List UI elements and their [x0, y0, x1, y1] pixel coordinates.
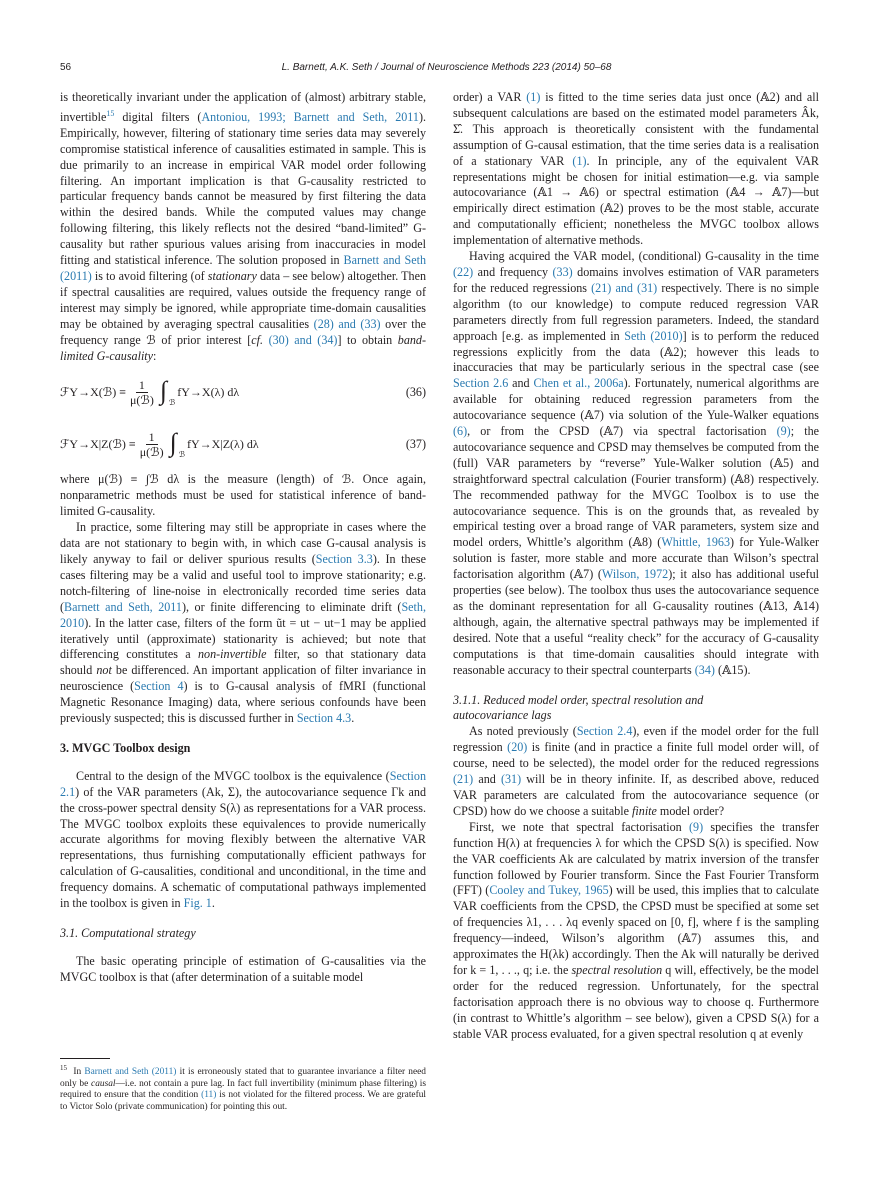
citation-link[interactable]: Seth (2010) [624, 328, 683, 343]
paragraph-strategy: The basic operating principle of estimation of G-causalities via the MVGC toolbox is that (after determination of a suitable model [60, 953, 426, 984]
paragraph-filtering: is theoretically invariant under the application of (almost) arbitrary stable, invertible$^{15}$ digital filters (Antoniou, 1993; Barnett and Seth, 2011). Empirically, however, filtering of stationary time series data may severely compromise statistical inference of causalities estimated in sample. This is due primarily to an increase in empirical VAR model order following filtering. An important implication is that G-causality restricted to particular frequency bands cannot be measured by first filtering the data within the desired bands. While the computed values may change following filtering, this likely reflects not the desired “band-limited” G-causality but rather spurious values arising from inaccuracies in model fitting and statistical inference. The solution proposed in Barnett and Seth (2011) is to avoid filtering (of stationary data – see below) altogether. Then if spectral causalities are required, values outside the frequency range of interest may simply be ignored, while appropriate time-domain causalities may be obtained by averaging spectral causalities (28) and (33) over the frequency range ℬ of prior interest [cf. (30) and (34)] to obtain band-limited G-causality: [60, 90, 427, 363]
equation-link[interactable]: (31) [500, 772, 522, 787]
equation-link[interactable]: (9) [689, 819, 704, 834]
equation-link[interactable]: (33) [552, 264, 573, 279]
citation-link[interactable]: Whittle, 1963 [661, 535, 731, 550]
equation-36: ℱY→X(ℬ) ≡ $\frac{1}{\text{μ(ℬ)}}$ ∫ ℬ fY→X(λ) dλ (36) [60, 376, 426, 408]
citation-link[interactable]: Barnett and Seth (2011) [60, 253, 426, 283]
paragraph-model-order: As noted previously (Section 2.4), even if the model order for the full regression (20) is finite (and in practice a finite full model order will, of course, need to be selected), the model order for the reduced regressions (21) and (31) will be in theory infinite. If, as described above, reduced VAR parameters are calculated from the autocovariance sequence (or CPSD) how do we choose a suitable finite model order? [453, 724, 819, 818]
right-column [453, 90, 819, 1042]
subsubsection-heading: 3.1.1. Reduced model order, spectral resolution and autocovariance lags [453, 692, 704, 723]
section-link[interactable]: Section 4.3 [296, 711, 352, 726]
section-link[interactable]: Section 2.4 [576, 724, 633, 739]
citation-link[interactable]: Wilson, 1972 [601, 567, 669, 582]
footnote-divider [60, 1058, 110, 1059]
equation-link[interactable]: (1) [526, 90, 541, 104]
section-link[interactable]: Section 3.3 [315, 551, 373, 566]
equation-link[interactable]: (30) and (34) [263, 332, 338, 347]
citation-link[interactable]: Barnett and Seth, 2011 [64, 599, 182, 614]
equation-link[interactable]: (9) [776, 424, 791, 439]
subsection-heading: 3.1. Computational strategy [60, 926, 196, 940]
footnote: $^{15}$ In Barnett and Seth (2011) it is erroneously stated that to guarantee invariance a filter need only be causal—i.e. not contain a pure lag. In fact full invertibility (minimum phase filtering) is required to ensure that the condition (11) is not violated for the filtered process. We are grateful to Victor Solo (private communication) for pointing this out. [60, 1064, 427, 1112]
equation-link[interactable]: (22) [453, 264, 474, 279]
left-column [60, 90, 426, 986]
citation-link[interactable]: Chen et al., 2006a [533, 376, 624, 391]
citation-link[interactable]: Barnett and Seth (2011) [84, 1067, 177, 1078]
paragraph-practice: In practice, some filtering may still be appropriate in cases where the data are not stationary to begin with, in which case G-causal analysis is likely anyway to fail or deliver spurious results (Section 3.3). In these cases filtering may be a valid and useful tool to improve stationarity; e.g. notch-filtering of line-noise in electronically recorded time series data (Barnett and Seth, 2011), or finite differencing to eliminate drift (Seth, 2010). In the latter case, filters of the form ũt = ut − ut−1 may be applied iteratively until (approximate) stationarity is achieved; but note that differencing constitutes a non-invertible filter, so that stationary data should not be differenced. An important application of filter invariance in neuroscience (Section 4) is to G-causal analysis of fMRI (functional Magnetic Resonance Imaging) data, where serious confounds have been previously suspected; this is discussed further in Section 4.3. [60, 520, 427, 726]
equation-link[interactable]: (20) [507, 740, 528, 755]
equation-37: ℱY→X|Z(ℬ) ≡ $\frac{1}{\text{μ(ℬ)}}$ ∫ ℬ fY→X|Z(λ) dλ (37) [60, 428, 426, 460]
paragraph-spectral-resolution: First, we note that spectral factorisation (9) specifies the transfer function H(λ) at frequencies λ for which the CPSD S(λ) is specified. Now the VAR coefficients Ak are calculated by matrix inversion of the transfer function followed by Fourier transform. Since the Fast Fourier Transform (FFT) (Cooley and Tukey, 1965) will be used, this implies that to calculate VAR coefficients from the CPSD, the CPSD must be specified at some set of frequencies λ1, . . . λq evenly spaced on [0, f], where f is the sampling frequency—indeed, Wilson’s algorithm (𝔸7) assumes this, and approximates the H(λk) accordingly. Then the Ak will naturally be derived for k = 1, . . ., q; i.e. the spectral resolution q will, effectively, be the model order for the reduced regression. Unfortunately, for the spectral factorisation approach there is no obvious way to choose q. Furthermore (in contrast to Whittle’s algorithm – see below), given a CPSD S(λ) for a stable VAR process evaluated, for a given spectral resolution q at evenly [453, 819, 819, 1041]
paragraph-measure: where μ(ℬ) ≡ ∫ℬ dλ is the measure (length) of ℬ. Once again, nonparametric methods must be used for statistical inference of band-limited G-causality. [60, 472, 426, 519]
equation-link[interactable]: (21) [453, 772, 474, 787]
citation-link[interactable]: Seth, 2010 [60, 599, 426, 630]
footnote-marker[interactable]: 15 [106, 108, 115, 118]
section-link[interactable]: Section 2.6 [453, 376, 509, 391]
figure-link[interactable]: Fig. 1 [183, 896, 212, 911]
equation-link[interactable]: (34) [694, 662, 715, 677]
equation-link[interactable]: (28) and (33) [313, 316, 381, 331]
equation-link[interactable]: (1) [572, 153, 587, 168]
paragraph-var-fit: order) a VAR (1) is fitted to the time series data just once (𝔸2) and all subsequent calculations are based on the estimated model parameters Âk, Σ̂. This approach is theoretically consistent with the fundamental assumption of G-causal estimation, that the time series data is a realisation of a stationary VAR (1). In principle, any of the equivalent VAR representations might be chosen for initial estimation—e.g. via sample autocovariance (𝔸1 → 𝔸6) or spectral estimation (𝔸4 → 𝔸7)—but empirically direct estimation (𝔸2) proves to be the most stable, accurate and computationally efficient; nonetheless the MVGC toolbox allows implementation of alternative methods. [453, 90, 819, 248]
equation-number: (37) [405, 437, 426, 452]
equation-link[interactable]: (11) [201, 1090, 217, 1101]
journal-citation: L. Barnett, A.K. Seth / Journal of Neuroscience Methods 223 (2014) 50–68 [281, 62, 612, 73]
citation-link[interactable]: Antoniou, 1993; Barnett and Seth, 2011 [201, 109, 419, 124]
paragraph-design: Central to the design of the MVGC toolbox is the equivalence (Section 2.1) of the VAR parameters (Ak, Σ), the autocovariance sequence Γk and the cross-power spectral density S(λ) as representations for a VAR process. The MVGC toolbox exploits these equivalences to provide numerically accurate algorithms for moving flexibly between the alternative VAR representations, thus furnishing computationally efficient pathways for calculation of G-causalities, conditional and unconditional, in the time and frequency domains. A schematic of computational pathways implemented in the toolbox is given in Fig. 1. [60, 768, 426, 911]
section-link[interactable]: Section 2.1 [60, 768, 426, 799]
equation-link[interactable]: (21) and (31) [591, 280, 658, 295]
running-header [60, 62, 833, 78]
paragraph-reduced-regressions: Having acquired the VAR model, (conditional) G-causality in the time (22) and frequency (33) domains involves estimation of VAR parameters for the reduced regressions (21) and (31) respectively. There is no simple algorithm (to our knowledge) to compute reduced regression VAR parameters directly from full regression parameters. Indeed, the standard approach [e.g. as implemented in Seth (2010)] is to perform the reduced regressions explicitly from the data (𝔸2); however this leads to inaccuracies that may be particularly serious in the spectral case (see Section 2.6 and Chen et al., 2006a). Fortunately, numerical algorithms are available for obtaining reduced regression parameters from the autocovariance sequence (𝔸7) via solution of the Yule-Walker equations (6), or from the CPSD (𝔸7) via spectral factorisation (9); the autocovariance sequence and CPSD may themselves be computed from the (full) VAR parameters by “reverse” Yule-Walker solution (𝔸5) and straightforward spectral calculation (Fourier transform) (𝔸8) respectively. The recommended pathway for the MVGC Toolbox is to use the autocovariance sequence. This is on the grounds that, as revealed by empirical testing over a broad range of VAR parameters, system size and model orders, Whittle’s algorithm (𝔸8) (Whittle, 1963) for Yule-Walker solution is faster, more stable and more accurate than Wilson’s spectral factorisation algorithm (𝔸7) (Wilson, 1972); it also has additional useful properties (see below). The toolbox thus uses the autocovariance sequence as the dominant representation for all G-causality routines (𝔸13, 𝔸14) although, again, the alternative spectral pathways may be implemented if desired. Note that a useful “reality check” for the accuracy of G-causality computations is that time-domain causalities should integrate with reasonable accuracy to their spectral counterparts (34) (𝔸15). [453, 249, 820, 677]
equation-number: (36) [405, 385, 426, 400]
footnote-number: 15 [60, 1064, 67, 1072]
equation-link[interactable]: (6) [453, 424, 468, 439]
citation-link[interactable]: Cooley and Tukey, 1965 [489, 883, 609, 898]
page-number: 56 [60, 62, 72, 73]
section-link[interactable]: Section 4 [134, 679, 184, 694]
section-heading: 3. MVGC Toolbox design [60, 740, 191, 755]
